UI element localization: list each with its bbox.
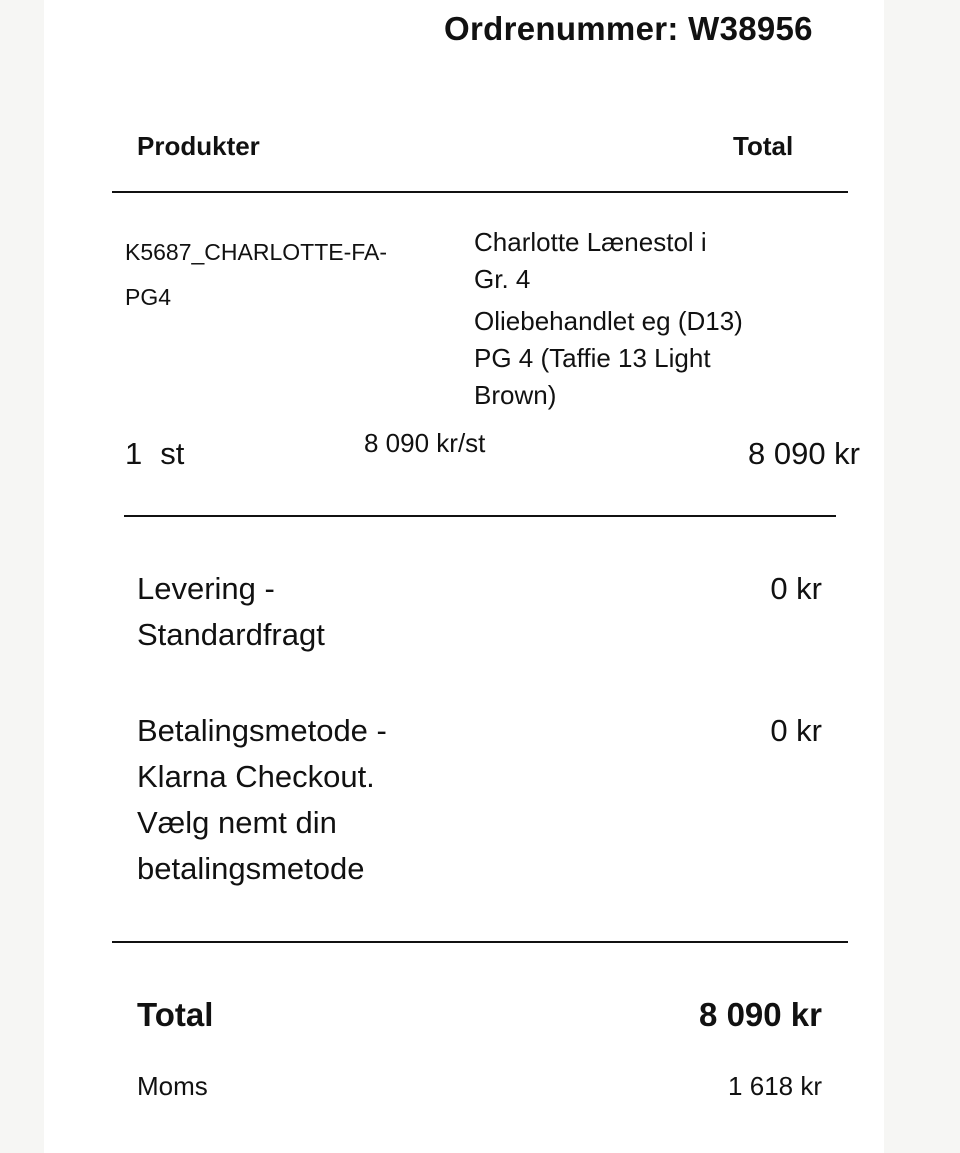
vat-label: Moms: [137, 1071, 208, 1101]
product-variant-line-2: PG 4 (Taffie 13 Light: [474, 343, 711, 373]
product-description: [474, 224, 743, 414]
shipping-fee-line-1: Levering -: [137, 571, 275, 606]
line-total: 8 090 kr: [747, 436, 860, 471]
shipping-fee-line-2: Standardfragt: [137, 617, 325, 652]
quantity-value: 1: [125, 436, 143, 471]
order-number-heading: [444, 10, 813, 48]
payment-fee-line-2: Klarna Checkout.: [137, 759, 375, 794]
unit-price: 8 090 kr/st: [364, 428, 486, 458]
product-sku-line-1: K5687_CHARLOTTE-FA-: [125, 239, 388, 265]
product-name-line-1: Charlotte Lænestol i: [474, 227, 707, 257]
shipping-fee-amount: 0 kr: [770, 571, 822, 606]
product-sku-line-2: PG4: [125, 284, 172, 310]
order-number-label: Ordrenummer:: [444, 10, 679, 47]
product-variant-line-3: Brown): [474, 380, 557, 410]
payment-fee-line-3: Vælg nemt din: [137, 805, 337, 840]
summary-divider: [112, 941, 848, 943]
header-divider: [112, 191, 848, 193]
item-divider: [124, 515, 836, 517]
grand-total-amount: 8 090 kr: [699, 996, 822, 1033]
vat-amount: 1 618 kr: [728, 1071, 822, 1101]
payment-fee-line-1: Betalingsmetode -: [137, 713, 387, 748]
payment-fee-line-4: betalingsmetode: [137, 851, 365, 886]
total-column-header: Total: [733, 131, 794, 161]
order-number-value: W38956: [688, 10, 813, 47]
quantity-unit: st: [160, 436, 185, 471]
product-quantity: [125, 436, 184, 472]
product-sku: [125, 230, 387, 320]
product-name-line-2: Gr. 4: [474, 264, 531, 294]
payment-fee-label: [137, 708, 387, 892]
shipping-fee-label: [137, 566, 325, 658]
grand-total-label: Total: [137, 996, 214, 1033]
payment-fee-amount: 0 kr: [770, 713, 822, 748]
product-variant-line-1: Oliebehandlet eg (D13): [474, 306, 743, 336]
products-column-header: Produkter: [137, 131, 260, 161]
